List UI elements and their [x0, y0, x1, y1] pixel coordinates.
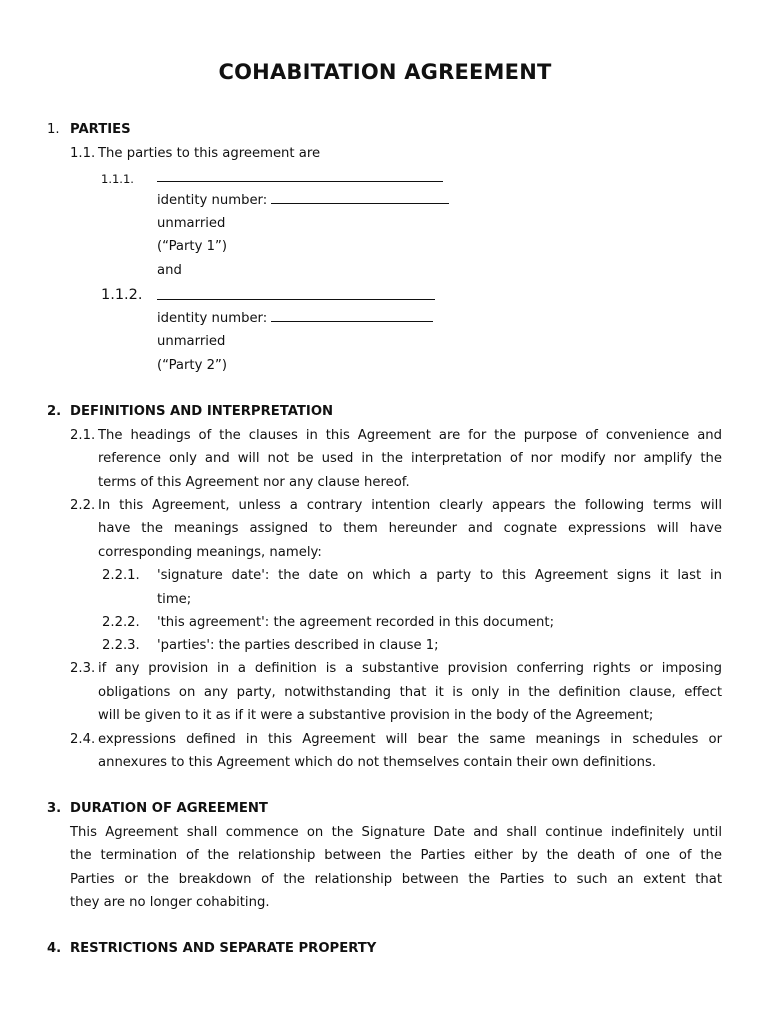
- clause-2-3-line-3: will be given to it as if it were a substantive provision in the body of the Agreement;: [98, 708, 654, 723]
- clause-2-2-line-2: have the meanings assigned to them hereunder and cognate expressions will have: [98, 521, 722, 536]
- clause-2-2-number: 2.2.: [70, 498, 96, 513]
- clause-2-1-number: 2.1.: [70, 428, 96, 443]
- clause-2-4-line-1: expressions defined in this Agreement will bear the same meanings in schedules or: [98, 732, 722, 747]
- clause-2-2-3-number: 2.2.3.: [102, 638, 140, 653]
- section-3-line-2: the termination of the relationship between the Parties either by the death of one of the: [70, 848, 722, 863]
- clause-2-1-line-3: terms of this Agreement nor any clause hereof.: [98, 475, 410, 490]
- party-1-identity-line: [271, 192, 449, 204]
- clause-2-1-line-2: reference only and will not be used in the interpretation of nor modify nor amplify the: [98, 451, 722, 466]
- clause-2-4-number: 2.4.: [70, 732, 96, 747]
- clause-2-2-3-text: 'parties': the parties described in clause 1;: [157, 638, 439, 653]
- clause-2-4-line-2: annexures to this Agreement which do not themselves contain their own definitions.: [98, 755, 657, 770]
- party-1-identity-row: [157, 192, 449, 210]
- party-1-name-line: [157, 170, 443, 188]
- clause-1-1-1-number: 1.1.1.: [101, 172, 134, 186]
- section-3-number: 3.: [47, 801, 62, 816]
- clause-2-3-line-1: if any provision in a definition is a substantive provision conferring rights or imposing: [98, 661, 722, 676]
- clause-2-2-line-1: In this Agreement, unless a contrary intention clearly appears the following terms will: [98, 498, 722, 513]
- party-2-label: (“Party 2”): [157, 358, 227, 373]
- clause-1-1-text: The parties to this agreement are: [98, 146, 321, 161]
- and-text: and: [157, 263, 182, 278]
- clause-2-2-2-number: 2.2.2.: [102, 615, 140, 630]
- section-3-line-1: This Agreement shall commence on the Signature Date and shall continue indefinitely until: [70, 825, 722, 840]
- clause-1-1-2-number: 1.1.2.: [101, 287, 143, 303]
- party-2-identity-row: [157, 310, 433, 328]
- party-2-identity-line: [271, 310, 433, 322]
- party-1-identity-label: identity number:: [157, 193, 268, 208]
- section-1-number: 1.: [47, 122, 60, 137]
- section-2-heading: DEFINITIONS AND INTERPRETATION: [70, 404, 334, 419]
- section-4-heading: RESTRICTIONS AND SEPARATE PROPERTY: [70, 941, 377, 956]
- party-2-status: unmarried: [157, 334, 226, 349]
- clause-2-1-line-1: The headings of the clauses in this Agreement are for the purpose of convenience and: [98, 428, 722, 443]
- clause-2-3-number: 2.3.: [70, 661, 96, 676]
- clause-2-2-2-text: 'this agreement': the agreement recorded in this document;: [157, 615, 555, 630]
- section-1-heading: PARTIES: [70, 122, 131, 137]
- section-3-line-4: they are no longer cohabiting.: [70, 895, 270, 910]
- clause-2-2-1-line-1: 'signature date': the date on which a party to this Agreement signs it last in: [157, 568, 722, 583]
- party-1-status: unmarried: [157, 216, 226, 231]
- clause-2-2-1-line-2: time;: [157, 592, 192, 607]
- section-2-number: 2.: [47, 404, 62, 419]
- section-4-number: 4.: [47, 941, 62, 956]
- party-2-identity-label: identity number:: [157, 311, 268, 326]
- clause-2-2-line-3: corresponding meanings, namely:: [98, 545, 322, 560]
- document-title: COHABITATION AGREEMENT: [218, 60, 552, 84]
- clause-2-3-line-2: obligations on any party, notwithstanding that it is only in the definition clause, effect: [98, 685, 722, 700]
- clause-2-2-1-number: 2.2.1.: [102, 568, 140, 583]
- party-1-label: (“Party 1”): [157, 239, 227, 254]
- party-2-name-line: [157, 288, 435, 306]
- section-3-heading: DURATION OF AGREEMENT: [70, 801, 268, 816]
- clause-1-1-number: 1.1.: [70, 146, 96, 161]
- section-3-line-3: Parties or the breakdown of the relationship between the Parties to such an extent that: [70, 872, 722, 887]
